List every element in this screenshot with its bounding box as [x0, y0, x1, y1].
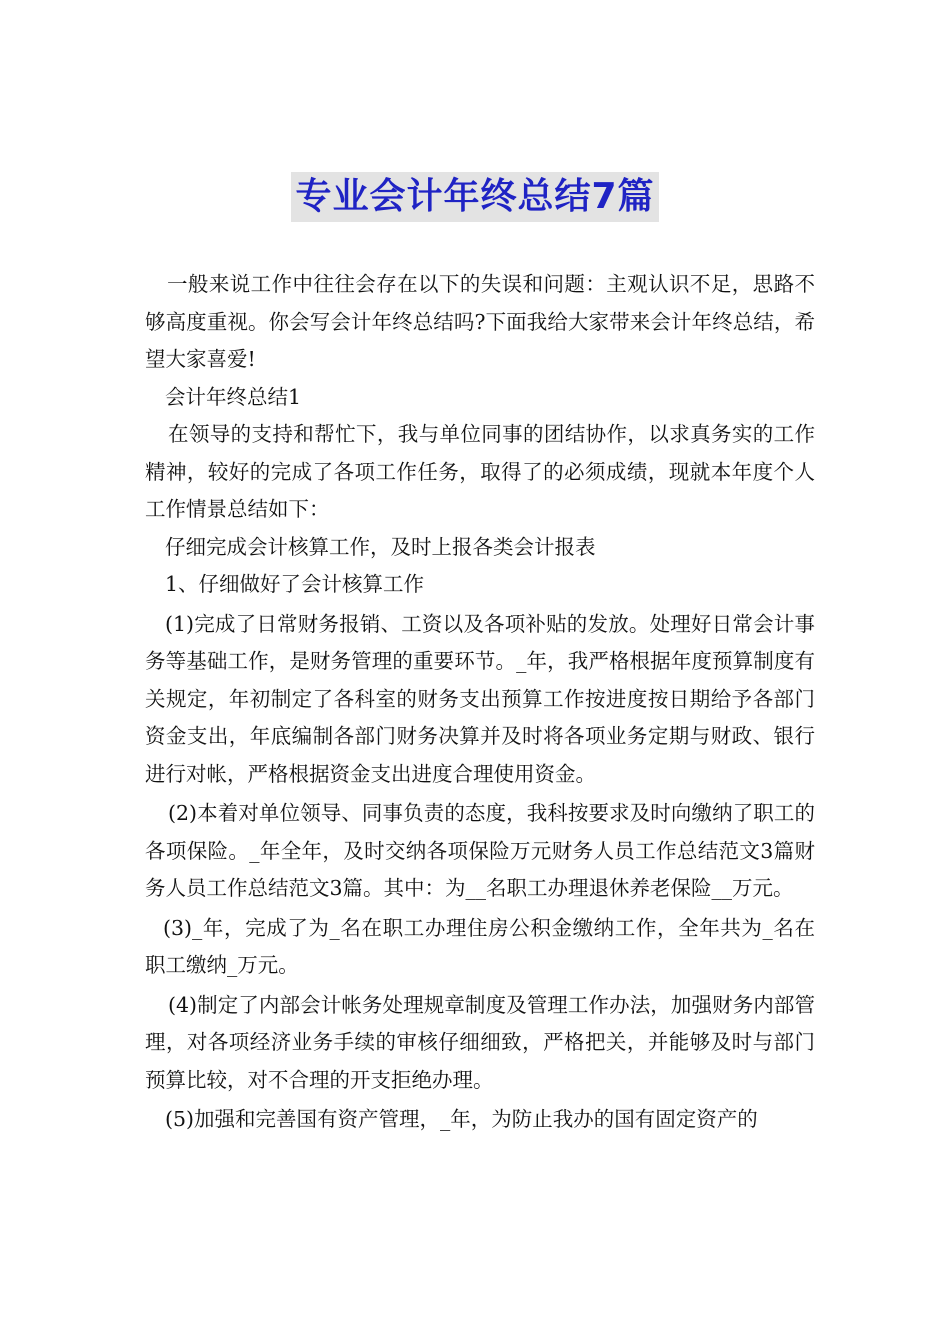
section-heading: 会计年终总结1: [165, 384, 302, 409]
document-body: [145, 266, 815, 1139]
paragraph-point-3: (3)_年，完成了为_名在职工办理住房公积金缴纳工作，全年共为_名在职工缴纳_万元。: [145, 915, 815, 977]
paragraph-point-1: (1)完成了日常财务报销、工资以及各项补贴的发放。处理好日常会计事务等基础工作，是财务管理的重要环节。_年，我严格根据年度预算制度有关规定，年初制定了各科室的财务支出预算工作按进度按日期给予各部门资金支出，年底编制各部门财务决算并及时将各项业务定期与财政、银行进行对帐，严格根据资金支出进度合理使用资金。: [145, 611, 815, 786]
paragraph-summary: 在领导的支持和帮忙下，我与单位同事的团结协作，以求真务实的工作精神，较好的完成了各项工作任务，取得了的必须成绩，现就本年度个人工作情景总结如下：: [145, 422, 815, 521]
paragraph-intro: 一般来说工作中往往会存在以下的失误和问题：主观认识不足，思路不够高度重视。你会写会计年终总结吗?下面我给大家带来会计年终总结，希望大家喜爱!: [145, 272, 815, 371]
document-title: 专业会计年终总结7篇: [291, 172, 658, 222]
paragraph-subheading: 仔细完成会计核算工作，及时上报各类会计报表: [165, 534, 596, 559]
paragraph-point-5: (5)加强和完善国有资产管理，_年，为防止我办的国有固定资产的: [165, 1107, 758, 1131]
paragraph-item-1: 1、仔细做好了会计核算工作: [165, 572, 425, 596]
paragraph-point-4: (4)制定了内部会计帐务处理规章制度及管理工作办法，加强财务内部管理，对各项经济业务手续的审核仔细细致，严格把关，并能够及时与部门预算比较，对不合理的开支拒绝办理。: [145, 992, 815, 1092]
paragraph-point-2: (2)本着对单位领导、同事负责的态度，我科按要求及时向缴纳了职工的各项保险。_年全年，及时交纳各项保险万元财务人员工作总结范文3篇财务人员工作总结范文3篇。其中：为__名职工办理退休养老保险__万元。: [145, 801, 815, 900]
title-container: [0, 172, 950, 222]
